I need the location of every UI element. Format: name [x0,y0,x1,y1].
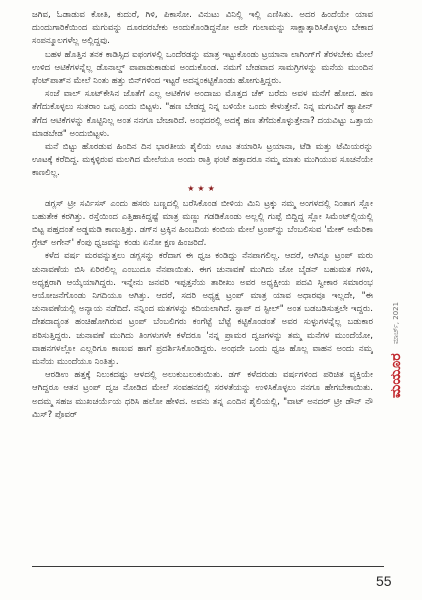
paragraph: ಬಹಳ ಹೊತ್ತಿನ ತನಕ ಕಾಡಿಸ್ಸಿದ ಐಫಂಗಳಲ್ಲಿ ಒಂದೆರಡನ್ನು ಮಾತ್ರ ಇಟ್ಟುಕೊಂಡು ಟ್ರಯಾನಾ ಲಾಗಿಂಗ್‌ಗೆ ತೆರಳಬೇಕು ಮೇಲೆ ಉಳಿದ ಆಟಿಕೆಗಳನ್ನೆಲ್ಲ ಡೊನಾಲ್ಡ್ ವಾಪಾಡುಕಾಡುವ ಅಂದುಕೊಂಡ. ನಮಗೆ ಬೇಡವಾದ ಸಾಮಗ್ರಿಗಳನ್ನು ಮನೆಯ ಮುಂದಿನ ಫೆಂಟ್‌ಪಾತ್‌ನ ಮೇಲೆ ನಿಂತು ಹತ್ತು ಬಿನ್‌ಗಳಿಂದ ಇಟ್ಟರೆ ಅದನ್ನಂಕಟ್ಟಿಕೊಂಡು ಹೋಗುತ್ತಿದ್ದರು. [32,49,373,87]
body-text-column [32,9,373,561]
paragraph: ಸಂಜೆ ವಾಲ್ ಸೂಟ್‌ಕೇಸಿನ ಜೊತೆಗೆ ಎಲ್ಲ ಆಟಿಕೆಗಳ ಅಂದಾಜು ಮೊತ್ತದ ಚೆಕ್ ಬರೆದು ಅವಳ ಮನೆಗೆ ಹೋದ. ಹಣ ತೆಗೆದುಕೊಳ್ಳಲು ಸುತರಾಂ ಒಪ್ಪ ಎಂದು ಬಿಟ್ಟಳು. "ಹಣ ಬೇಡದ್ದ ನಿನ್ನ ಬಳಿಯೇ ಒಂದು ಕೇಳುತ್ತೇನೆ. ನಿನ್ನ ಮಗುವಿಗೆ ಹ್ಯಾಪೀನ್ ತೆಗೆದ ಆಟಿಕೆಗಳನ್ನು ಕೊಟ್ಟಿನಿಲ್ಲ ಅಂತ ನನಗೂ ಬೇಜಾರಿದೆ. ಅಂಥದರಲ್ಲಿ ಅದಕ್ಕೆ ಹಣ ತೆಗೆದುಕೊಳ್ಳುತ್ತೇನಾ? ದಯವಿಟ್ಟು ಒತ್ತಾಯ ಮಾಡಬೇಡ" ಅಂದುಬಿಟ್ಟಳು. [32,89,373,139]
paragraph: ಮನೆ ಬಿಟ್ಟು ಹೊರಡುವ ಹಿಂದಿನ ದಿನ ಭಾರತೀಯ ಶೈಲಿಯ ಊಟ ತಯಾರಿಸಿ ಟ್ರಯಾನಾ, ಟೆಡಿ ಮತ್ತು ಟೆಮಿಯರನ್ನು ಊಟಕ್ಕೆ ಕರೆದಿದ್ದ. ಮಕ್ಕಳ್ಳಿರುವ ಮಲಗಿದ ಮೇಲೆಯೂ ಅಂದು ರಾತ್ರಿ ಫಂಟೆ ಹತ್ತಾದರೂ ನಮ್ಮ ಮಾತು ಮುಗಿಯುವ ಸೂಚನೆಯೇ ಕಾಣಲಿಲ್ಲ. [32,142,373,179]
paragraph: ಕಳೆದ ವರ್ಷ ಮರವನ್ನುತ್ತಲು ಡಗ್ಲಸನ್ನು ಕರೆದಾಗ ಈ ಧ್ವಜ ಕಂಡಿದ್ದು ನೆನಪಾಗಲಿಲ್ಲ. ಆದರೆ, ಆಗಿನ್ನೂ ಟ್ರಂಪ್ ಮರು ಚುನಾವಣೆಯ ಬಿಸಿ ಏರಿರಲಿಲ್ಲ ಎಂಬುದೂ ನೆನಪಾಯಿತು. ಈಗ ಚುನಾವಣೆ ಮುಗಿದು ಜೋ ಬೈಡನ್ ಬಹುಮತ ಗಳಿಸಿ, ಅಧ್ಯಕ್ಷರಾಗಿ ಆಯ್ಕೆಯಾಗಿದ್ದರು. ಇನ್ನೇನು ಜನವರಿ ಇಪ್ಪತ್ತನೆಯ ತಾರೀಖು ಅವರ ಅಧ್ಯಕ್ಷೀಯ ಪದವಿ ಸ್ವೀಕಾರ ಸಮಾರಂಭ ಆಯೋಜನೆಗೊಂಡು ನಿಗದಿಯೂ ಆಗಿತ್ತು. ಆದರೆ, ಸದರಿ ಅಧ್ಯಕ್ಷ ಟ್ರಂಪ್ ಮಾತ್ರ ಯಾವ ಅಧಾರವೂ ಇಲ್ಲದೇ, "ಈ ಚುನಾವಣೆಯಲ್ಲಿ ಅನ್ಯಾಯ ನಡೆದಿದೆ. ನನ್ನಿಂದ ಮತಗಳನ್ನು ಕದಿಯಲಾಗಿದೆ. ಸ್ಟಾಪ್ ದ ಸ್ಟೀಲ್" ಅಂತ ಬಡಬಡಿಸುತ್ತಲೇ ಇದ್ದರು. ದೇಶದಾದ್ಯಂತ ಹಂಚಿಹೋಗಿರುವ ಟ್ರಂಪ್ ಬೆಂಬಲಿಗರು ಕಂಗೆಟ್ಟೆ ಬೆಟ್ಟೆ ಕಟ್ಟಿಕೊಂಡಂತೆ ಅವರ ಸುಳ್ಳುಗಳನ್ನೆಲ್ಲ ಬಡುಕಾರ ಪಠಿಸುತ್ತಿದ್ದರು. ಚುನಾವಣೆ ಮುಗಿದು ತಿಂಗಳುಗಳೇ ಕಳೆದರೂ 'ನನ್ನ ಪ್ರಾಮರ ದ್ವಜಗಳನ್ನು ತಮ್ಮ ಮನೆಗಳ ಮುಂದೆಯೋ, ವಾಹನಗಳಲ್ಲೋ ಎಲ್ಲರಿಗೂ ಕಾಣುವ ಹಾಗೆ ಪ್ರದರ್ಶಿಸಿಕೊಂಡಿದ್ದರು. ಅಂಥದೇ ಒಂದು ಧ್ವಜ ಹೊಲ್ಲ ವಾಹನ ಅಂದು ನಮ್ಮ ಮನೆಯ ಮುಂದೆಯೂ ನಿಂತಿತ್ತು. [32,251,373,368]
paragraph: ಜಗಿವ, ಓಡಾಡುವ ಕೋತಿ, ಕುದುರೆ, ಗಿಳಿ, ಪಿಕಾಸೋ. ವಿನುಟು ವಿನಿಲ್ಲಿ ಇಲ್ಲಿ ಎಣಿಸಿತು. ಅದರ ಹಿಂದೆಯೇ ಯಾವ ದುಂದುಗಾರಿಕೆಯಿಂದ ಮಗುವನ್ನು ದೂರದರಬೇಕು ಅಂದುಕೊಂಡಿದ್ದನೋ ಅದೇ ಗುಲಾಮನ್ನು ಸಾಕ್ಷಾತ್ಕಾರಿಸಿಕೊಳ್ಳಲು ಬೇಕಾದ ಸಂಪನ್ಮೂಲಗಳೆಲ್ಲ ಅಲ್ಲಿದ್ದವು. [32,10,373,47]
paragraph: ಆರಡಿಉ ಹತ್ತಕ್ಕೆ ನಿಲುಕದಷ್ಟು ಆಳದಲ್ಲಿ ಅಲುಕುಬಲುಕುಯಿತು. ಡಗ್‌ ಕಳೆದರುಡು ವರ್ಷಗಳಿಂದ ಪರಿಚಿತ ವ್ಯಕ್ತಿಯೇ ಆಗಿದ್ದರೂ ಆತನ ಟ್ರಂಪ್ ದ್ವಜ ನೋಡಿದ ಮೇಲೆ ಸಂವಹನದಲ್ಲಿ ಸರಳತೆಯನ್ನು ಉಳಿಸಿಕೊಳ್ಳಲು ನನಗೂ ಹೇಗಬೇಕಾಯಿತು. ಅದಮ್ಮ ಸಹಜ ಮುಖಚರ್ಯೆಯ ಧರಿಸಿ ಹಲೋ ಹೇಳಿದ. ಅವನು ತನ್ನ ಎಂದಿನ ಶೈಲಿಯಲ್ಲಿ, "ವಾಟ್ ಅನದರ್ ಟ್ರೀ ಡೌನ್ ನೌ ಮಿಸ್? ಪೊವರ್ [32,370,373,420]
page-number: 55 [376,573,392,589]
running-header-date: ಮಾರ್ಚ್, 2021 [392,301,400,344]
section-divider-stars: ★★★ [187,183,218,193]
magazine-logo: ಮಯೂರ [388,353,404,398]
footer-rule [32,566,384,567]
paragraph: ಡಗ್ಲಸ್ ಟ್ರೀ ಸರ್ವಿಸಸ್ ಎಂದು ಹಸರು ಬಣ್ಣದಲ್ಲಿ ಬರೆಸಿಕೊಂಡ ಬೀಳಿಯ ಮಿನಿ ಟ್ರಕ್ಕು ನಮ್ಮ ಅಂಗಳದಲ್ಲಿ ನಿಂತಾಗ ಸ್ಲೋ ಬಹುತೇಕ ಕರಗಿತ್ತು. ರಸ್ತೆಯಿಂದ ಎತ್ತಿಹಾಕಿದ್ದಷ್ಟೆ ಮಾತ್ರ ಮಣ್ಣು ಗಡಡಿಕೊಂಡು ಅಲ್ಲಲ್ಲಿ ಗುಪ್ಪೆ ಬಿದ್ದಿದ್ದ ಸ್ಲೋ ಸಿಮೆಂಟ್‌ಲ್ಲಿಯಲ್ಲಿ ಬಿಟ್ಟ ಪಹ್ತದಂತೆ ಅಡ್ಡಮಡಿ ಕಾಣುತ್ತಿತ್ತು. ಡಗ್‌ನ ಟ್ರಕ್ಕಿನ ಹಿಂಬದಿಯ ಕಂಬಿಯ ಮೇಲೆ ಟ್ರಂಪ್‌ನ್ನು ಬೆಂಬಲಿಸುವ 'ಮೇಕ್ ಅಮೆರಿಕಾ ಗ್ರೇಟ್ ಅಗೇನ್' ಕೆಂಪು ಧ್ವಜವನ್ನು ಕಂಡು ಏನೋ ಕ್ಷಣ ಹಿಂಜರಿದೆ. [32,198,373,249]
